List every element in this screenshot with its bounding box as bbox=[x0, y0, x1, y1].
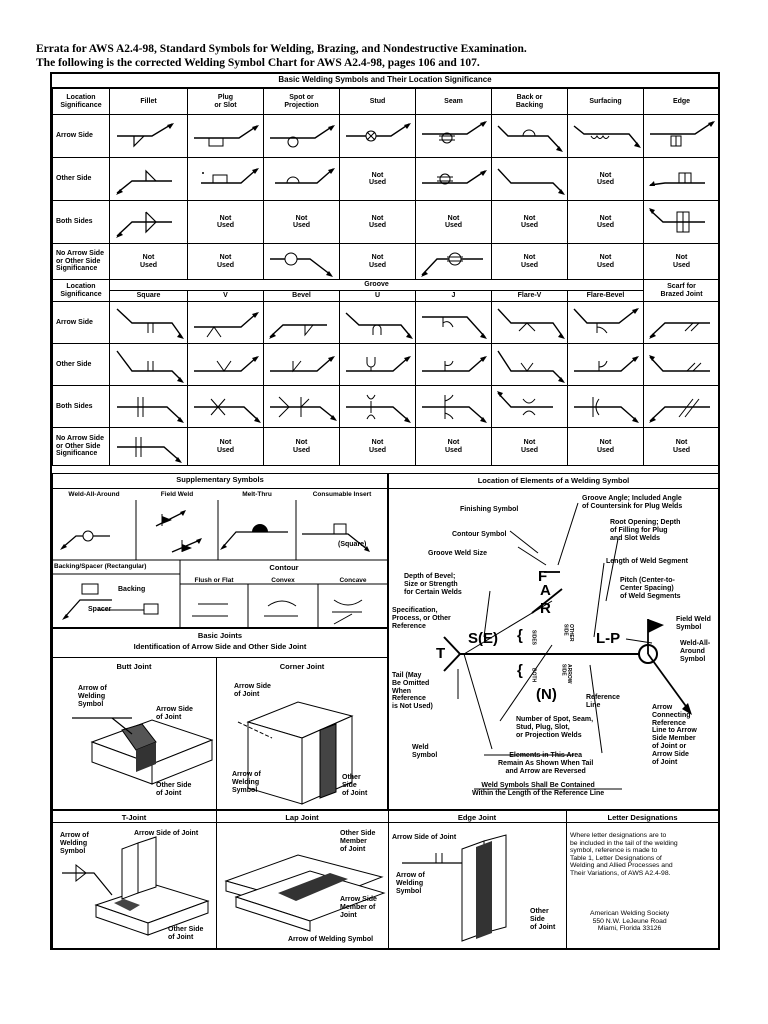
seam-other-symbol bbox=[417, 159, 491, 199]
flare-bevel-other-symbol bbox=[569, 345, 643, 385]
tail-label: Tail (May Be Omitted When Reference is Not Used) bbox=[392, 672, 433, 711]
stud-both-not-used: Not Used bbox=[340, 201, 416, 244]
scarf-none-not-used: Not Used bbox=[644, 428, 720, 466]
root-opening-label: Root Opening; Depth of Filling for Plug and Slot Welds bbox=[610, 519, 681, 542]
row-no-arrow-side: No Arrow Side or Other Side Significance bbox=[53, 244, 110, 280]
seam-both-not-used: Not Used bbox=[416, 201, 492, 244]
butt-joint-label: Butt Joint bbox=[116, 662, 152, 671]
groove-row-none: No Arrow Side or Other Side Significance bbox=[53, 428, 110, 466]
lap-joint-label: Lap Joint bbox=[285, 813, 319, 822]
elements-label: Elements in This Area Remain As Shown When Tail and Arrow are Reversed bbox=[498, 752, 594, 775]
col-edge: Edge bbox=[644, 89, 720, 115]
spot-arrow-symbol bbox=[265, 116, 339, 156]
weld-all-around-label: Weld-All-Around bbox=[68, 491, 120, 498]
stud-other-not-used: Not Used bbox=[340, 158, 416, 201]
col-spot: Spot or Projection bbox=[264, 89, 340, 115]
sides-brace-bottom: { bbox=[517, 662, 523, 679]
contour-title: Contour bbox=[269, 563, 299, 572]
plug-none-not-used: Not Used bbox=[188, 244, 264, 280]
reference-line-label: Reference Line bbox=[586, 694, 620, 709]
contained-label: Weld Symbols Shall Be Contained Within the Length of the Reference Line bbox=[472, 782, 605, 797]
tee-other-label: Other Side of Joint bbox=[168, 926, 204, 941]
location-title: Location of Elements of a Welding Symbol bbox=[477, 476, 630, 485]
edge-other-symbol bbox=[645, 159, 719, 199]
back-both-not-used: Not Used bbox=[492, 201, 568, 244]
col-u: U bbox=[340, 291, 416, 302]
v-none-not-used: Not Used bbox=[188, 428, 264, 466]
groove-weld-size-label: Groove Weld Size bbox=[428, 550, 487, 557]
tee-arrow-label: Arrow of Welding Symbol bbox=[60, 832, 89, 855]
arrow-connecting-label: Arrow Connecting Reference Line to Arrow Side Member of Joint or Arrow Side of Joint bbox=[652, 704, 697, 766]
u-other-symbol bbox=[341, 345, 415, 385]
back-none-not-used: Not Used bbox=[492, 244, 568, 280]
chart-subtitle: The following is the corrected Welding Symbol Chart for AWS A2.4-98, pages 106 and 107. bbox=[36, 57, 480, 69]
root-R: R bbox=[540, 600, 551, 617]
length-label: Length of Weld Segment bbox=[606, 558, 688, 565]
stud-none-not-used: Not Used bbox=[340, 244, 416, 280]
back-other-symbol bbox=[493, 159, 567, 199]
edge-other-label: Other Side of Joint bbox=[530, 908, 556, 931]
butt-arrow-side-label: Arrow Side of Joint bbox=[156, 706, 193, 721]
col-surfacing: Surfacing bbox=[568, 89, 644, 115]
flare-v-other-symbol bbox=[493, 345, 567, 385]
groove-row-arrow: Arrow Side bbox=[53, 302, 110, 344]
col-square: Square bbox=[110, 291, 188, 302]
col-v: V bbox=[188, 291, 264, 302]
row-other-side: Other Side bbox=[53, 158, 110, 201]
col-back: Back or Backing bbox=[492, 89, 568, 115]
col-plug: Plug or Slot bbox=[188, 89, 264, 115]
bevel-none-not-used: Not Used bbox=[264, 428, 340, 466]
size-SE: S(E) bbox=[468, 630, 498, 647]
v-both-symbol bbox=[189, 387, 263, 427]
fillet-both-symbol bbox=[112, 202, 186, 242]
field-weld-symbol-label: Field Weld Symbol bbox=[676, 616, 711, 631]
edge-arrow-side-label: Arrow Side of Joint bbox=[392, 834, 457, 841]
v-arrow-symbol bbox=[189, 303, 263, 343]
plug-both-not-used: Not Used bbox=[188, 201, 264, 244]
bevel-both-symbol bbox=[265, 387, 339, 427]
stud-arrow-symbol bbox=[341, 116, 415, 156]
spot-both-not-used: Not Used bbox=[264, 201, 340, 244]
spec-label: Specification, Process, or Other Reference bbox=[392, 607, 451, 630]
corner-joint-label: Corner Joint bbox=[279, 662, 325, 671]
finishing-F: F bbox=[538, 568, 548, 585]
corner-other-label: Other Side of Joint bbox=[342, 774, 368, 797]
groove-row-both: Both Sides bbox=[53, 386, 110, 428]
scarf-arrow-symbol bbox=[645, 303, 719, 343]
seam-arrow-symbol bbox=[417, 116, 491, 156]
groove-corner: Location Significance bbox=[53, 280, 110, 302]
flare-bevel-none-not-used: Not Used bbox=[568, 428, 644, 466]
errata-line: Errata for AWS A2.4-98, Standard Symbols for Welding, Brazing, and Nondestructive Examination. bbox=[36, 43, 527, 55]
tail-T: T bbox=[436, 645, 446, 662]
both-label: BOTH bbox=[530, 668, 537, 683]
letters-text: Where letter designations are to be included in the tail of the welding symbol, reference is made to Table 1, Letter Designations of Welding and Allied Processes and Their Variations, of AWS A2.4-98. bbox=[570, 832, 678, 878]
convex-label: Convex bbox=[271, 577, 295, 584]
col-stud: Stud bbox=[340, 89, 416, 115]
letter-designations-label: Letter Designations bbox=[607, 813, 678, 822]
j-other-symbol bbox=[417, 345, 491, 385]
square-none-symbol bbox=[112, 429, 186, 465]
lap-arrow-label: Arrow of Welding Symbol bbox=[288, 936, 374, 943]
tee-arrow-side-label: Arrow Side of Joint bbox=[134, 830, 199, 837]
bottom-joint-drawings bbox=[52, 823, 566, 949]
groove-angle-label: Groove Angle; Included Angle of Countersink for Plug Welds bbox=[582, 495, 683, 510]
sides-brace-top: { bbox=[517, 627, 523, 644]
basic-corner: Location Significance bbox=[53, 89, 110, 115]
consumable-insert-label: Consumable Insert bbox=[312, 491, 372, 498]
pitch-label: Pitch (Center-to- Center Spacing) of Weld Segments bbox=[620, 577, 681, 600]
flare-v-both-symbol bbox=[493, 387, 567, 427]
surfacing-both-not-used: Not Used bbox=[568, 201, 644, 244]
edge-joint-label: Edge Joint bbox=[457, 813, 497, 822]
square-label: (Square) bbox=[338, 541, 367, 548]
backing-label: Backing bbox=[118, 586, 146, 593]
square-other-symbol bbox=[112, 345, 186, 385]
number-N: (N) bbox=[536, 686, 557, 703]
col-scarf: Scarf for Brazed Joint bbox=[644, 280, 720, 302]
v-other-symbol bbox=[189, 345, 263, 385]
supplementary-title: Supplementary Symbols bbox=[176, 475, 264, 484]
j-both-symbol bbox=[417, 387, 491, 427]
surfacing-none-not-used: Not Used bbox=[568, 244, 644, 280]
melt-thru-label: Melt-Thru bbox=[242, 491, 272, 498]
u-none-not-used: Not Used bbox=[340, 428, 416, 466]
butt-arrow-label: Arrow of Welding Symbol bbox=[78, 685, 107, 708]
bevel-other-symbol bbox=[265, 345, 339, 385]
col-flare-v: Flare-V bbox=[492, 291, 568, 302]
row-both-sides: Both Sides bbox=[53, 201, 110, 244]
contour-symbol-label: Contour Symbol bbox=[452, 531, 507, 538]
butt-other-side-label: Other Side of Joint bbox=[156, 782, 192, 797]
weld-symbol-label: Weld Symbol bbox=[412, 744, 438, 759]
concave-label: Concave bbox=[339, 577, 367, 584]
field-weld-label: Field Weld bbox=[160, 491, 194, 498]
corner-arrow-side-label: Arrow Side of Joint bbox=[234, 683, 271, 698]
plug-arrow-symbol bbox=[189, 116, 263, 156]
square-both-symbol bbox=[112, 387, 186, 427]
surfacing-arrow-symbol bbox=[569, 116, 643, 156]
plug-other-symbol bbox=[189, 159, 263, 199]
t-joint-label: T-Joint bbox=[121, 813, 147, 822]
back-arrow-symbol bbox=[493, 116, 567, 156]
lap-other-label: Other Side Member of Joint bbox=[340, 830, 376, 853]
flare-v-none-not-used: Not Used bbox=[492, 428, 568, 466]
number-label: Number of Spot, Seam, Stud, Plug, Slot, or Projection Welds bbox=[516, 716, 594, 739]
angle-A: A bbox=[540, 582, 551, 599]
edge-arrow-label: Arrow of Welding Symbol bbox=[396, 872, 425, 895]
flare-bevel-arrow-symbol bbox=[569, 303, 643, 343]
fillet-other-symbol bbox=[112, 159, 186, 199]
flare-bevel-both-symbol bbox=[569, 387, 643, 427]
depth-label: Depth of Bevel; Size or Strength for Certain Welds bbox=[404, 573, 462, 596]
scarf-both-symbol bbox=[645, 387, 719, 427]
flare-v-arrow-symbol bbox=[493, 303, 567, 343]
sides-label: SIDES bbox=[530, 630, 537, 646]
edge-none-not-used: Not Used bbox=[644, 244, 720, 280]
col-seam: Seam bbox=[416, 89, 492, 115]
groove-row-other: Other Side bbox=[53, 344, 110, 386]
flush-label: Flush or Flat bbox=[194, 577, 234, 584]
other-side-label: OTHER SIDE bbox=[562, 624, 575, 642]
u-both-symbol bbox=[341, 387, 415, 427]
u-arrow-symbol bbox=[341, 303, 415, 343]
scarf-other-symbol bbox=[645, 345, 719, 385]
basic-title: Basic Welding Symbols and Their Location Significance bbox=[52, 73, 718, 88]
lap-arrow-side-label: Arrow Side Member of Joint bbox=[340, 896, 377, 919]
corner-arrow-label: Arrow of Welding Symbol bbox=[232, 771, 261, 794]
col-j: J bbox=[416, 291, 492, 302]
surfacing-other-not-used: Not Used bbox=[568, 158, 644, 201]
society-address: American Welding Society 550 N.W. LeJeune Road Miami, Florida 33126 bbox=[590, 910, 670, 933]
fillet-arrow-symbol bbox=[112, 116, 186, 156]
groove-title: Groove bbox=[110, 280, 644, 291]
basic-joints-title: Basic Joints bbox=[197, 631, 243, 640]
length-pitch-LP: L-P bbox=[596, 630, 621, 647]
arrow-side-small-label: ARROW SIDE bbox=[560, 664, 573, 684]
fillet-none-not-used: Not Used bbox=[110, 244, 188, 280]
basic-joints-subtitle: Identification of Arrow Side and Other Side Joint bbox=[133, 642, 307, 651]
col-bevel: Bevel bbox=[264, 291, 340, 302]
bevel-arrow-symbol bbox=[265, 303, 339, 343]
col-flare-bevel: Flare-Bevel bbox=[568, 291, 644, 302]
j-arrow-symbol bbox=[417, 303, 491, 343]
square-arrow-symbol bbox=[112, 303, 186, 343]
edge-both-symbol bbox=[645, 202, 719, 242]
edge-arrow-symbol bbox=[645, 116, 719, 156]
backing-spacer-title: Backing/Spacer (Rectangular) bbox=[54, 563, 147, 570]
spot-none-symbol bbox=[265, 245, 339, 279]
row-arrow-side: Arrow Side bbox=[53, 115, 110, 158]
finishing-symbol-label: Finishing Symbol bbox=[460, 506, 519, 513]
seam-none-symbol bbox=[417, 245, 491, 279]
groove-symbols-table bbox=[52, 279, 720, 466]
col-fillet: Fillet bbox=[110, 89, 188, 115]
spacer-label: Spacer bbox=[88, 606, 112, 613]
basic-symbols-table bbox=[52, 88, 720, 280]
all-around-label: Weld-All- Around Symbol bbox=[680, 640, 711, 663]
j-none-not-used: Not Used bbox=[416, 428, 492, 466]
spot-other-symbol bbox=[265, 159, 339, 199]
